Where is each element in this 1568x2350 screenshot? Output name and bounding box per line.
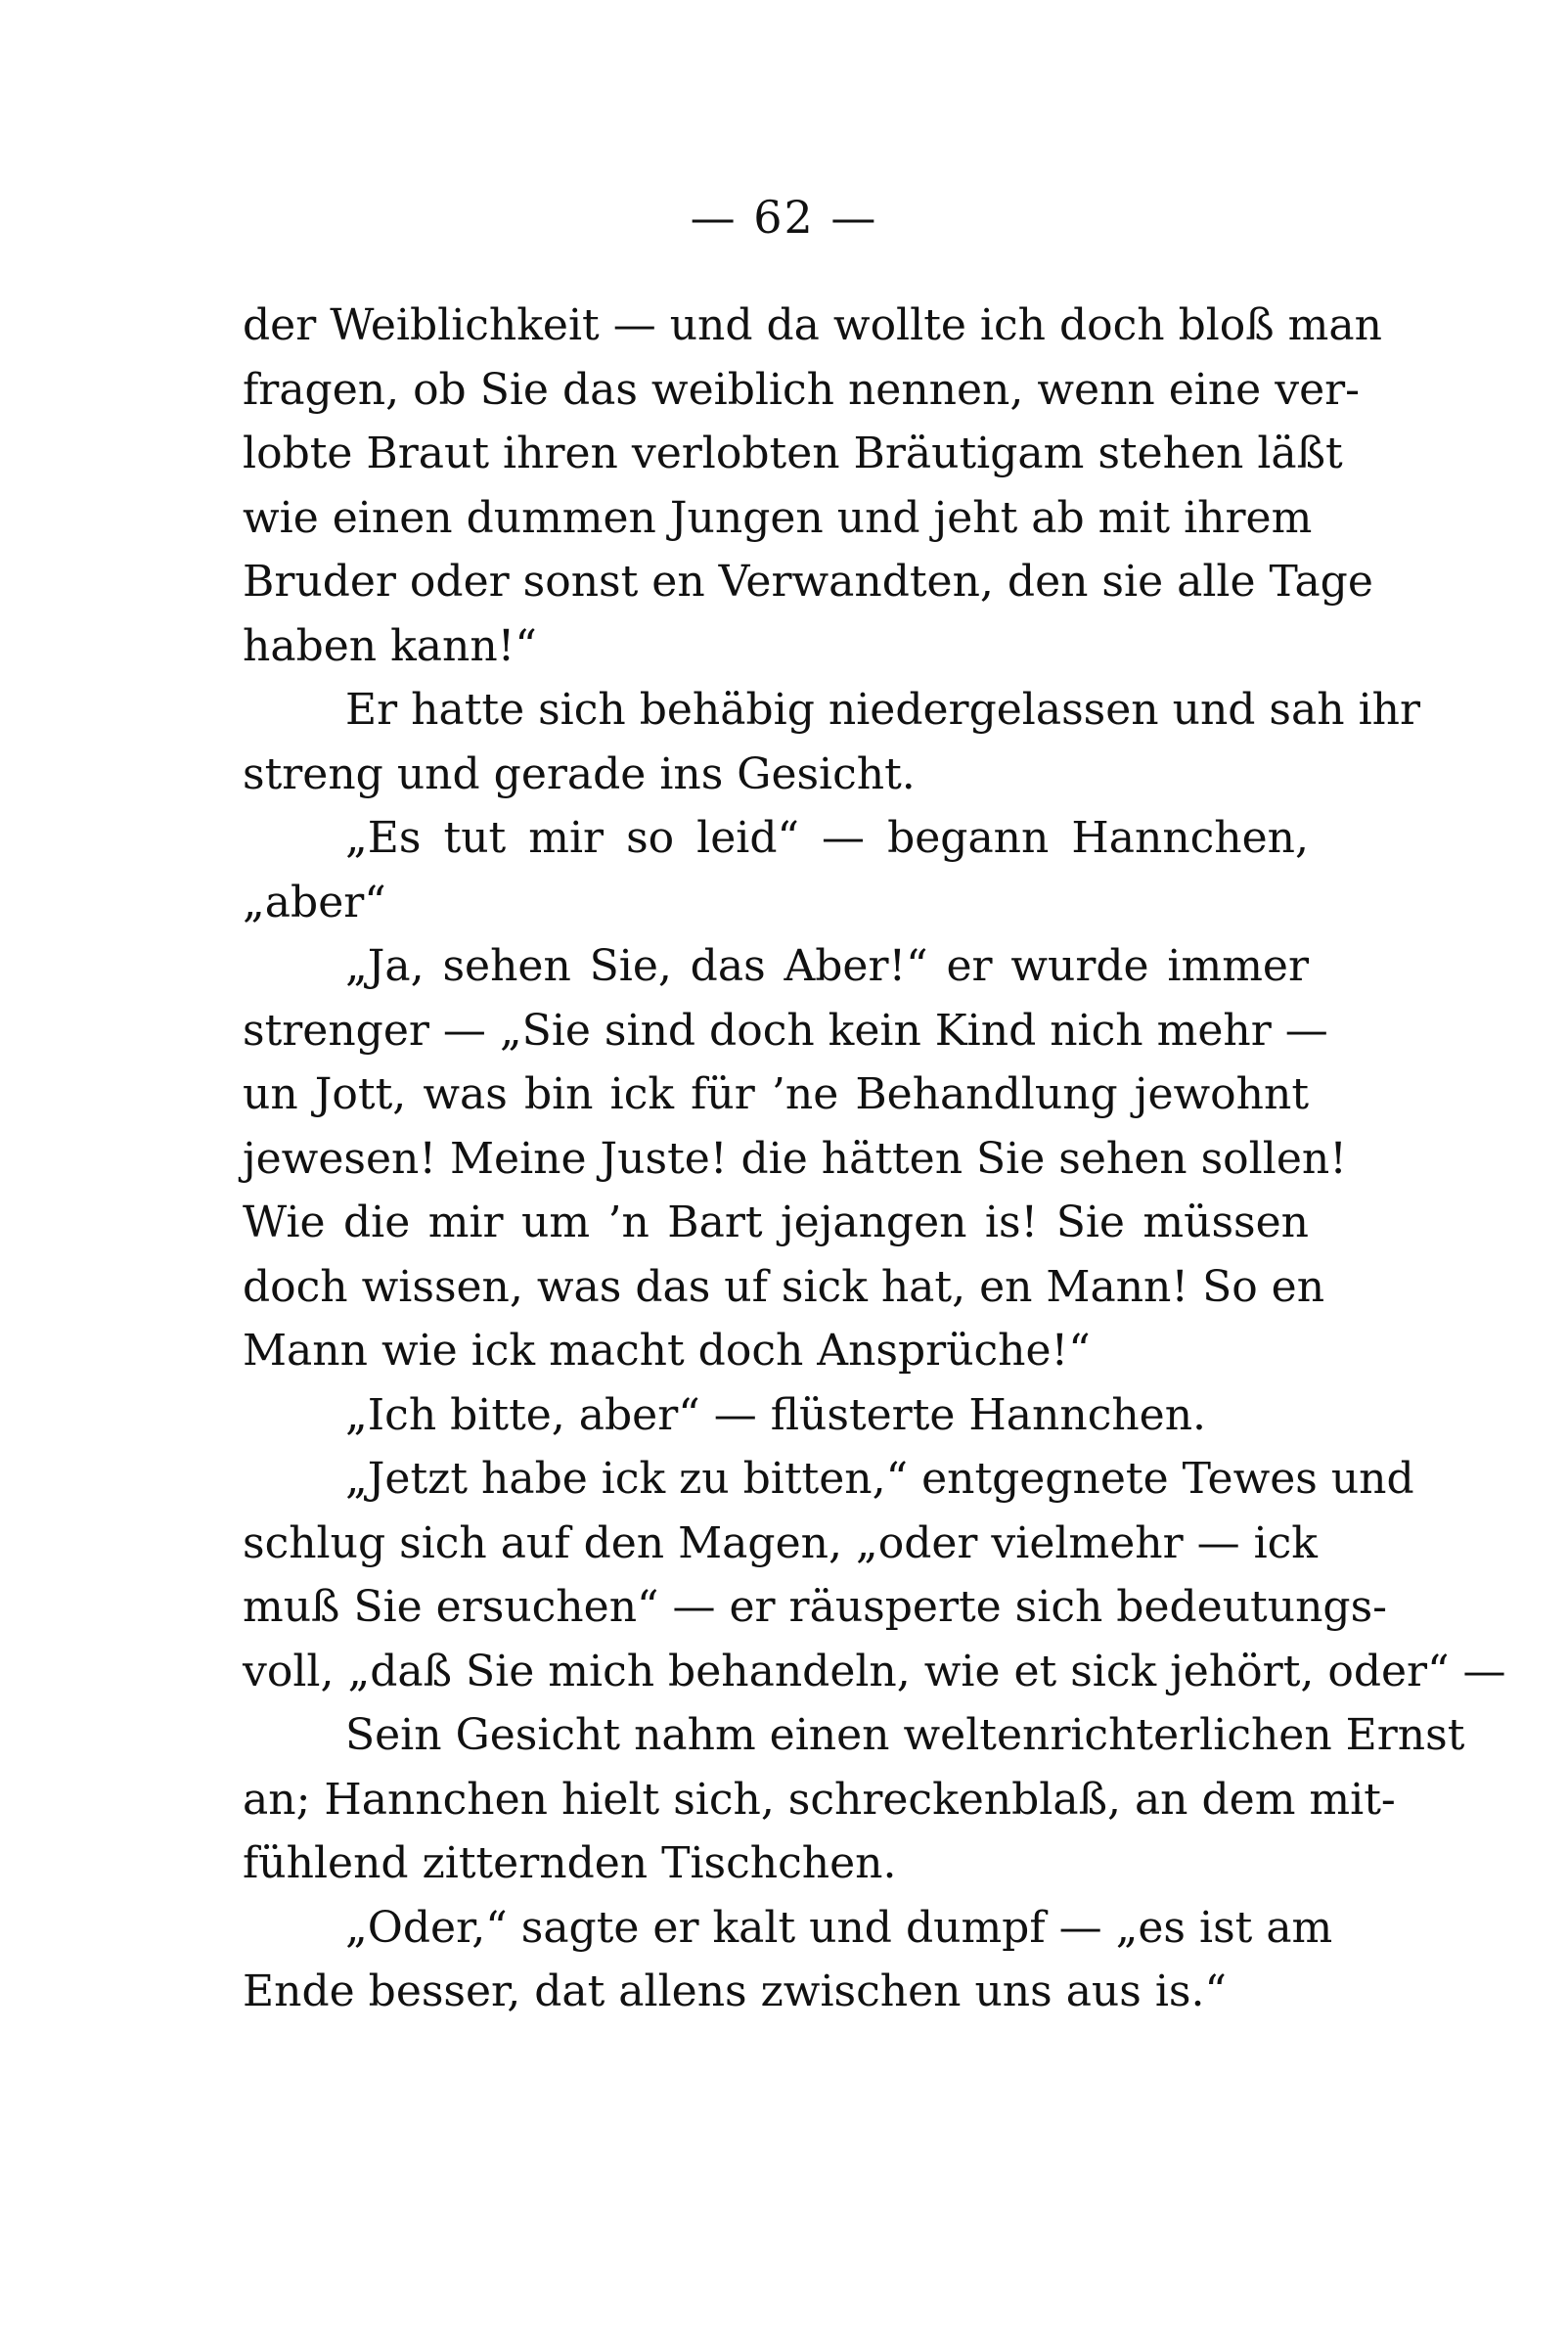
text-line: „Ich bitte, aber“ — flüsterte Hannchen. (345, 1389, 1207, 1440)
body-text (243, 294, 1506, 2024)
text-line: streng und gerade ins Gesicht. (243, 748, 916, 799)
text-line: Mann wie ick macht doch Ansprüche!“ (243, 1326, 1091, 1376)
text-line: Wie die mir um ’n Bart jejangen is! Sie müssen (243, 1198, 1309, 1247)
text-line: haben kann!“ (243, 620, 537, 671)
text-line: „Es tut mir so leid“ — begann Hannchen, (345, 813, 1309, 863)
text-line: doch wissen, was das uf sick hat, en Mann! So en (243, 1261, 1325, 1312)
text-line: der Weiblichkeit — und da wollte ich doch bloß man (243, 300, 1382, 350)
page-number: — 62 — (690, 191, 878, 244)
text-line: jewesen! Meine Juste! die hätten Sie sehen sollen! (243, 1133, 1347, 1184)
text-line: „Jetzt habe ick zu bitten,“ entgegnete Tewes und (345, 1454, 1414, 1504)
text-line: Ende besser, dat allens zwischen uns aus is.“ (243, 1966, 1227, 2016)
text-line: „Ja, sehen Sie, das Aber!“ er wurde immer (345, 941, 1309, 991)
text-line: fühlend zitternden Tischchen. (243, 1838, 897, 1888)
text-line: strenger — „Sie sind doch kein Kind nich mehr — (243, 1005, 1328, 1056)
text-line: fragen, ob Sie das weiblich nennen, wenn eine ver- (243, 364, 1361, 415)
text-line: voll, „daß Sie mich behandeln, wie et sick jehört, oder“ — (243, 1646, 1506, 1696)
text-line: an; Hannchen hielt sich, schreckenblaß, an dem mit- (243, 1774, 1396, 1825)
text-line: „Oder,“ sagte er kalt und dumpf — „es ist am (345, 1902, 1333, 1953)
text-line: „aber“ (243, 877, 386, 927)
text-line: schlug sich auf den Magen, „oder vielmehr — ick (243, 1517, 1318, 1568)
text-line: lobte Braut ihren verlobten Bräutigam stehen läßt (243, 429, 1343, 478)
text-line: Sein Gesicht nahm einen weltenrichterlichen Ernst (345, 1710, 1465, 1760)
text-line: Bruder oder sonst en Verwandten, den sie alle Tage (243, 557, 1373, 607)
text-line: wie einen dummen Jungen und jeht ab mit ihrem (243, 492, 1313, 543)
text-line: un Jott, was bin ick für ’ne Behandlung jewohnt (243, 1069, 1309, 1119)
text-line: Er hatte sich behäbig niedergelassen und sah ihr (345, 685, 1421, 735)
text-line: muß Sie ersuchen“ — er räusperte sich bedeutungs- (243, 1582, 1388, 1632)
